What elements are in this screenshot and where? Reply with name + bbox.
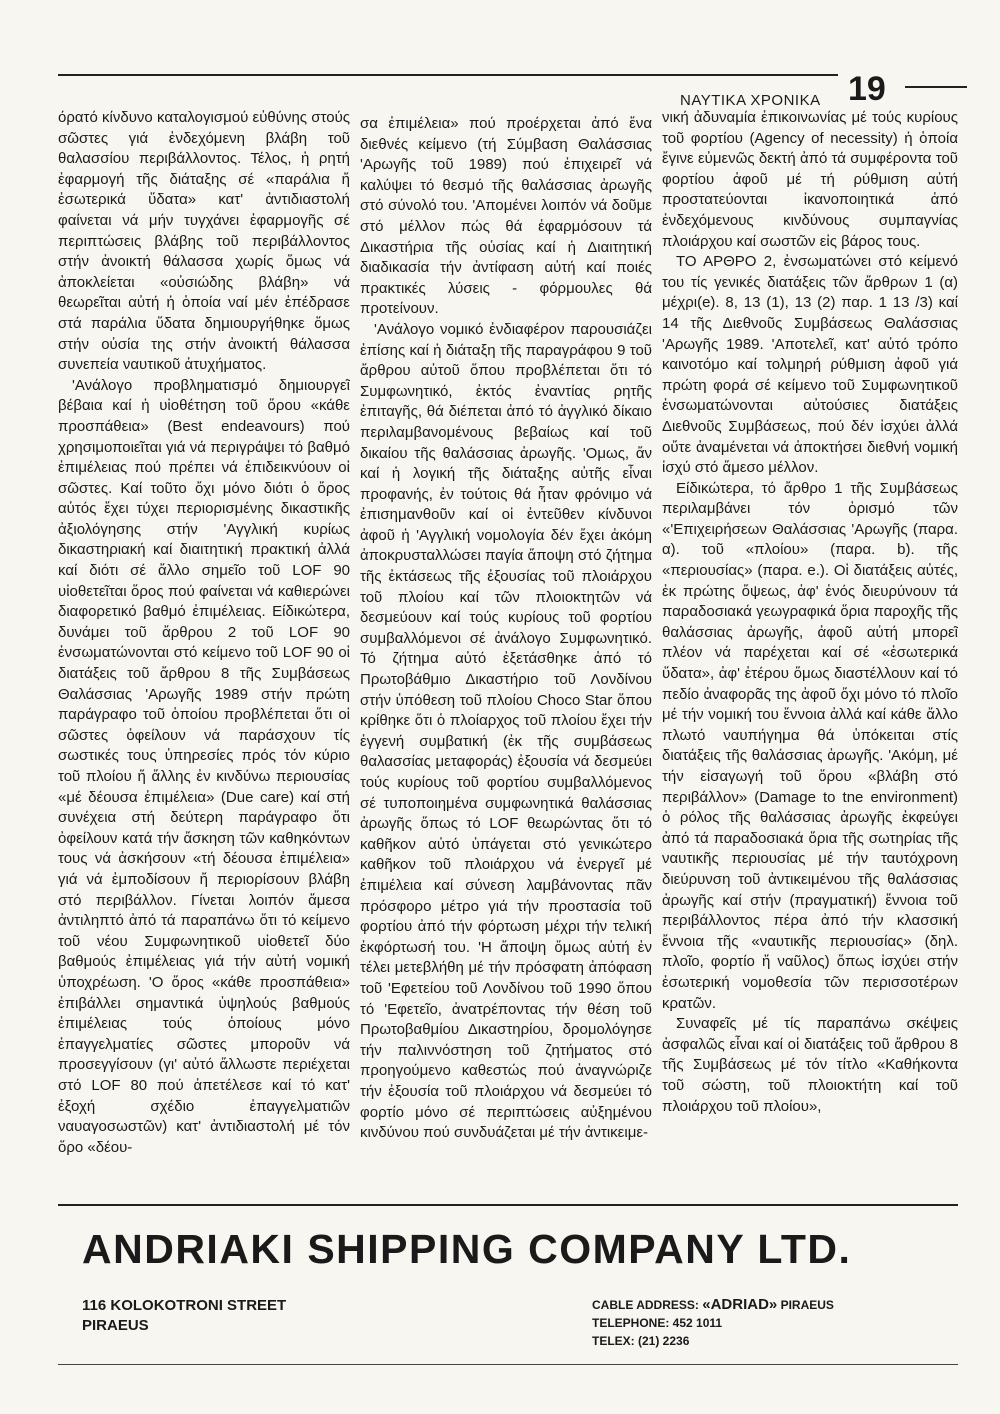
ad-contacts [592,1296,834,1350]
header-rule-short [905,86,967,88]
ad-telephone: TELEPHONE: 452 1011 [592,1316,723,1330]
article-column-2 [360,114,652,1206]
ad-bottom-rule [58,1364,958,1365]
paragraph-article-2: ΤΟ ΑΡΘΡΟ 2, ἐνσωματώνει στό κείμενό του τίς γενικές διατάξεις τῶν ἄρθρων 1 (α) μέχρι(e). 8, 13 (1), 13 (2) παρ. 1 13 /3) καί 14 τῆς Διεθνοῦς Συμβάσεως Θαλάσσιας 'Αρωγῆς 1989. 'Αποτελεῖ, κατ' αὐτό τρόπο καινοτόμο καί τολμηρή ρύθμιση ἀφοῦ γιά πρώτη φορά σέ κείμενο τοῦ Συμφωνητικοῦ ἐνσωματώνονται αὐτούσιες διατάξεις Διεθνοῦς Συμβάσεως, πού δέν ἰσχύει ἀλλά οὔτε ἀναμένεται νά ἀποκτήσει διεθνή νομική ἰσχύ στό ἄμεσο μέλλον. [662,253,958,477]
paragraph: 'Ανάλογο προβληματισμό δημιουργεῖ βέβαια καί ἡ υἱοθέτηση τοῦ ὅρου «κάθε προσπάθεια» (Best endeavours) πού χρησιμοποιεῖται γιά νά περιγράψει τό βαθμό ἐπιμέλειας πού πρέπει νά ἐπιδεικνύουν οἱ σῶστες. Καί τοῦτο ὄχι μόνο διότι ὁ ὅρος αὐτός ἔχει τύχει περιορισμένης δικαστικῆς ἀξιολόγησης στήν 'Αγγλική κυρίως δικαστηριακή καί διαιτητική πρακτική ἀλλά καί διότι σέ ἄλλο σημεῖο τοῦ LOF 90 υἱοθετεῖται ὅρος πού φαίνεται νά καθιερώνει διαφορετικό βαθμό ἐπιμέλειας. Είδικώτερα, δυνάμει τοῦ ἄρθρου 2 τοῦ LOF 90 ἐνσωματώνονται στό κείμενο τοῦ LOF 90 οἱ διατάξεις τοῦ ἄρθρου 8 τῆς Συμβάσεως Θαλάσσιας 'Αρωγῆς 1989 στήν πρώτη παράγραφο τοῦ ὁποίου προβλέπεται ὅτι οἱ σῶστες ὀφείλουν νά παράσχουν τίς σωστικές τους ὑπηρεσίες πρός τόν κύριο τοῦ πλοίου ἤ ἄλλης ἐν κινδύνω περιουσίας «μέ δέουσα ἐπιμέλεια» (Due care) καί στή συνέχεια στή δεύτερη παράγραφο ὅτι ὀφείλουν κατά τήν ἄσκηση τῶν καθηκόντων τους νά ἀσκήσουν «τή δέουσα ἐπιμέλεια» γιά νά ἐμποδίσουν ἤ περιορίσουν βλάβη στό περιβάλλον. Γίνεται λοιπόν ἄμεσα ἀντιληπτό ἀπό τά παραπάνω ὅτι τό κείμενο τοῦ νέου Συμφωνητικοῦ υἱοθετεῖ δύο βαθμούς ἐπιμέλειας γιά τήν αὐτή νομική ὑποχρέωση. 'Ο ὅρος «κάθε προσπάθεια» ἐπιβάλλει σημαντικά ὑψηλούς βαθμούς ἐπιμέλειας τούς ὁποίους μόνο ἐπαγγελματίες σῶστες μποροῦν νά προσεγγίσουν (γι' αὐτό ἄλλωστε περιέχεται στό LOF 80 πού ἀπετέλεσε καί τό κατ' ἐξοχή σχέδιο ἐπαγγελματιῶν ναυαγοσωστῶν) κατ' ἀντιδιαστολή μέ τόν ὅρο «δέου- [58,376,350,1156]
ad-cable-address [592,1296,834,1314]
ad-address-street: 116 KOLOKOTRONI STREET [82,1297,287,1314]
ad-address [82,1296,286,1336]
ad-top-rule [58,1204,958,1206]
paragraph: Συναφεῖς μέ τίς παραπάνω σκέψεις ἀσφαλῶς εἶναι καί οἱ διατάξεις τοῦ ἄρθρου 8 τῆς Συμβάσεως μέ τόν τίτλο «Καθήκοντα τοῦ σώστη, τοῦ πλοιοκτήτη καί τοῦ πλοιάρχου τοῦ πλοίου», [662,1015,958,1115]
magazine-name: ΝΑΥΤΙΚΑ ΧΡΟΝΙΚΑ [680,92,821,109]
ad-cable-suffix: PIRAEUS [777,1298,834,1312]
page-number: 19 [848,70,886,108]
paragraph: όρατό κίνδυνο καταλογισμού εὐθύνης στούς σῶστες γιά ἐνδεχόμενη βλάβη τοῦ θαλασσίου περιβάλλοντος. Τέλος, ἡ ρητή ἐφαρμογή τῆς διάταξης σέ «παράλια ἤ ἐσωτερικά ὕδατα» κατ' ἀντιδιαστολή φαίνεται νά μήν τυγχάνει ἐφαρμογῆς σέ περιπτώσεις βλάβης τοῦ περιβάλλοντος στήν ἀνοικτή θάλασσα χωρίς ὅμως νά ἀποκλείεται «οὐσιώδης βλάβη» νά θεωρεῖται αὐτή ἡ ὁποία ναί μέν ἐπέδρασε στά παράλια ὕδατα δημιουργήθηκε ὅμως στήν οὐσία της στήν ἀνοικτή θάλασσα συνεπεία ναυτικοῦ ἀτυχήματος. [58,109,350,374]
paragraph: νική ἀδυναμία ἐπικοινωνίας μέ τούς κυρίους τοῦ φορτίου (Agency of necessity) ἡ ὁποία ἔγινε εὐμενῶς δεκτή ἀπό τά συμφέροντα τοῦ φορτίου ἀφοῦ μέ τή ρύθμιση αὐτή προστατεύονται ἱκανοποιητικά ἀπό ἐνδεχόμενους κινδύνους συμπαγνίας πλοιάρχου καί σωστῶν εἰς βάρος τους. [662,109,958,250]
paragraph: Είδικώτερα, τό ἄρθρο 1 τῆς Συμβάσεως περιλαμβάνει τόν ὁρισμό τῶν «'Επιχειρήσεων Θαλάσσιας 'Αρωγῆς (παρα. α). τοῦ «πλοίου» (παρα. b). τῆς «περιουσίας» (παρα. e.). Οἱ διατάξεις αὐτές, ἐκ πρώτης ὄψεως, ἀφ' ἑνός διευρύνουν τά παραδοσιακά γεωγραφικά ὅρια παροχῆς τῆς θαλάσσιας ἀρωγῆς, ἀφοῦ αὐτή μπορεῖ πλέον νά παρέχεται καί σέ «ἐσωτερικά ὕδατα», ἀφ' ἑτέρου ὅμως διαστέλλουν καί τό πεδίο ἀναφορᾶς της ἀφοῦ ὄχι μόνο τό πλοῖο μέ τήν νομική του ἔννοια ἀλλά καί κάθε ἄλλο πλωτό ναυπήγημα θά ὑπόκειται στίς διατάξεις τῆς θαλάσσιας ἀρωγῆς. 'Ακόμη, μέ τήν εἰσαγωγή τοῦ ὅρου «βλάβη στό περιβάλλον» (Damage to tne environment) ὁ ρόλος τῆς θαλάσσιας ἀρωγῆς ἐκφεύγει ἀπό τά παραδοσιακά ὅρια τῆς σωτηρίας τῆς ναυτικῆς περιουσίας μέ τήν ταυτόχρονη διεύρυνση τοῦ ἀντικειμένου τῆς θαλάσσιας ἀρωγῆς καί στήν (πραγματική) ἔννοια τοῦ περιβάλλοντος πέρα ἀπό τήν κλασσική ἔννοια τῆς «ναυτικῆς περιουσίας» (δηλ. πλοῖο, φορτίο ἤ ναῦλος) ὅπως ἰσχύει στήν ἐσωτερική νομοθεσία τῶν περισσοτέρων κρατῶν. [662,479,958,1012]
article-column-1 [58,108,350,1200]
header-rule [58,74,838,76]
ad-telex: TELEX: (21) 2236 [592,1334,690,1348]
article-column-3 [662,108,958,1200]
ad-cable-prefix: CABLE ADDRESS: [592,1298,703,1312]
paragraph: 'Ανάλογο νομικό ἐνδιαφέρον παρουσιάζει ἐπίσης καί ἡ διάταξη τῆς παραγράφου 9 τοῦ ἄρθρου αὐτοῦ ὅπου προβλέπεται ὅτι τό Συμφωνητικό, ἐκτός ἐναντίας ρητῆς ἐπιταγῆς, θά διέπεται ἀπό τό ἀγγλικό δίκαιο περιλαμβανομένους βεβαίως καί τοῦ δικαίου τῆς θαλάσσιας ἀρωγῆς. 'Ομως, ἄν καί ἡ λογική τῆς διάταξης αὐτῆς εἶναι προφανής, ἐν τούτοις θά ἦταν φρόνιμο νά ἐπισημανθοῦν καί οἱ ἐντεῦθεν κίνδυνοι ἀφοῦ ἡ 'Αγγλική νομολογία δέν ἔχει ἀκόμη ἀποκρυσταλλώσει παγία ἄποψη στό ζήτημα τῆς ἐκτάσεως τῆς ἐξουσίας τοῦ πλοιάρχου τοῦ πλοίου καί τῶν πλοιοκτητῶν νά δεσμεύουν καί τούς κυρίους τοῦ φορτίου συμβαλλόμενοι σέ ἀνάλογο Συμφωνητικό. Τό ζήτημα αὐτό ἐξετάσθηκε ἀπό τό Πρωτοβάθμιο Δικαστήριο τοῦ Λονδίνου στήν ὑπόθεση τοῦ πλοίου Choco Star ὅπου κρίθηκε ὅτι ὁ πλοίαρχος τοῦ πλοίου ἔχει τήν ἐγγενή συμβατική (ἐκ τῆς συμβάσεως θαλασσίας μεταφοράς) ἐξουσία νά δεσμεύει τούς κυρίους τοῦ φορτίου συμβαλλόμενος σέ τυποποιημένα συμφωνητικά θαλάσσιας ἀρωγῆς ὅπως τό LOF θεωρώντας ὅτι τό καθῆκον αὐτό ὑπάγεται στό γενικώτερο καθῆκον τοῦ πλοιάρχου νά ἐνεργεῖ μέ ἐπιμέλεια καί σύνεση λαμβάνοντας πᾶν πρόσφορο μέτρο γιά τήν προστασία τοῦ φορτίου ἀπό τήν φόρτωση μέχρι τήν τελική ἐκφόρτωσή του. 'Η ἄποψη ὅμως αὐτή ἐν τέλει μετεβλήθη μέ τήν πρόσφατη ἀπόφαση τοῦ 'Εφετείου τοῦ Λονδίνου τοῦ 1990 ὅπου τό 'Εφετεῖο, ἀνατρέποντας τήν θέση τοῦ Πρωτοβαθμίου Δικαστηρίου, δρομολόγησε τήν παλιννόστηση τοῦ ζητήματος στό προηγούμενο καθεστώς πού ἀναγνώριζε τήν ἐξουσία τοῦ πλοιάρχου νά δεσμεύει τό φορτίο μόνο σέ περιπτώσεις αὐξημένου κινδύνου πού συνδυάζεται μέ τήν ἀντικειμε- [360,320,652,1142]
ad-cable-name: «ADRIAD» [702,1296,778,1313]
paragraph: σα ἐπιμέλεια» πού προέρχεται ἀπό ἔνα διεθνές κείμενο (τή Σύμβαση Θαλάσσιας 'Αρωγῆς τοῦ 1989) πού ἐπιχειρεῖ νά καλύψει τό θεσμό τῆς θαλάσσιας ἀρωγῆς στό σύνολό του. 'Απομένει λοιπόν νά δοῦμε στό μέλλον πώς θά ἐφαρμόσουν τά Δικαστήρια τῆς οὐσίας καί ἡ Διαιτητική διαδικασία τήν ἀντίφαση αὐτή καί ποιές πρακτικές λύσεις - φόρμουλες θά προτείνουν. [360,115,652,318]
ad-company-name: ANDRIAKI SHIPPING COMPANY LTD. [82,1226,852,1272]
ad-address-city: PIRAEUS [82,1317,149,1334]
